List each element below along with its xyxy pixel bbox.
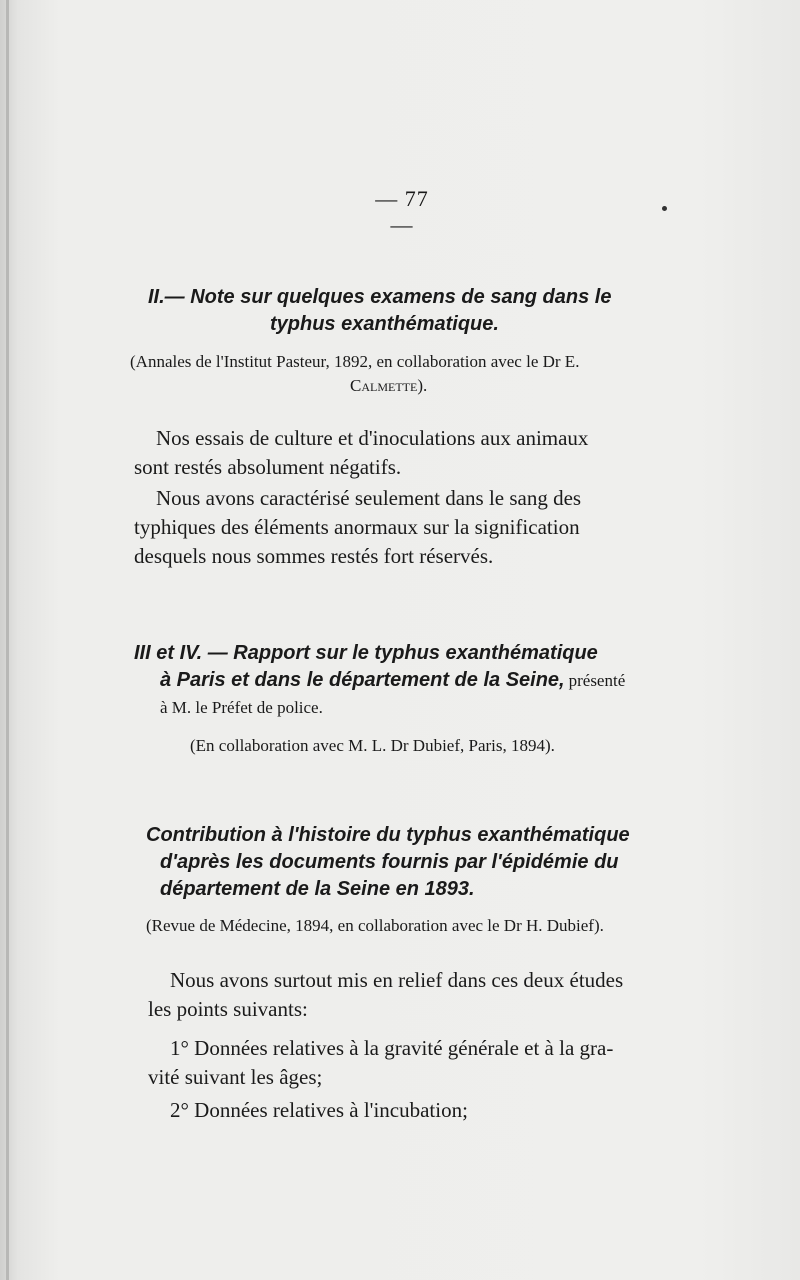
- contribution-title: [146, 822, 686, 903]
- section-ii-reference: [130, 350, 670, 398]
- paragraph-line: sont restés absolument négatifs.: [134, 455, 402, 479]
- section-iii-iv-title-line: III et IV. — Rapport sur le typhus exanthématique: [134, 642, 598, 664]
- paragraph-line: Nos essais de culture et d'inoculations aux animaux: [156, 426, 589, 450]
- section-ii-ref-line: (Annales de l'Institut Pasteur, 1892, en collaboration avec le Dr E.: [130, 352, 580, 371]
- paragraph-line: Nous avons caractérisé seulement dans le sang des: [156, 486, 582, 510]
- paragraph-line: Nous avons surtout mis en relief dans ces deux études: [170, 968, 624, 992]
- section-ii-paragraph-1: [134, 424, 674, 482]
- contribution-reference: (Revue de Médecine, 1894, en collaboration avec le Dr H. Dubief).: [146, 916, 604, 935]
- paragraph-line: desquels nous sommes restés fort réservés.: [134, 544, 494, 568]
- section-iii-iv-reference: (En collaboration avec M. L. Dr Dubief, Paris, 1894).: [190, 736, 555, 755]
- section-ii-title: [148, 284, 668, 338]
- section-iii-iv-title: [134, 640, 684, 721]
- list-item-2: 2° Données relatives à l'incubation;: [170, 1098, 468, 1122]
- section-ii-ref-line: Calmette).: [350, 376, 428, 395]
- section-iii-iv-title-italic: à Paris et dans le département de la Seine,: [160, 669, 565, 691]
- section-iii-iv-title-line: [134, 667, 684, 695]
- paragraph-line: les points suivants:: [148, 997, 308, 1021]
- contribution-title-line: Contribution à l'histoire du typhus exanthématique: [146, 824, 630, 846]
- contribution-paragraph: [148, 966, 688, 1024]
- contribution-title-line: département de la Seine en 1893.: [160, 878, 475, 900]
- page-number: — 77 —: [375, 186, 429, 237]
- section-iii-iv-title-tail: présenté: [568, 671, 626, 690]
- list-item-line: vité suivant les âges;: [148, 1065, 323, 1089]
- ink-speck: [662, 206, 667, 211]
- section-ii-title-line: II.— Note sur quelques examens de sang dans le: [148, 286, 612, 308]
- section-ii-title-line: typhus exanthématique.: [270, 313, 499, 335]
- paragraph-line: typhiques des éléments anormaux sur la signification: [134, 515, 580, 539]
- contribution-title-line: d'après les documents fournis par l'épidémie du: [160, 851, 619, 873]
- page-binding-edge: [6, 0, 9, 1280]
- list-item-1: [148, 1034, 688, 1092]
- list-item-line: 1° Données relatives à la gravité générale et à la gra-: [170, 1036, 614, 1060]
- section-iii-iv-title-line: à M. le Préfet de police.: [160, 698, 323, 717]
- section-ii-paragraph-2: [134, 484, 674, 571]
